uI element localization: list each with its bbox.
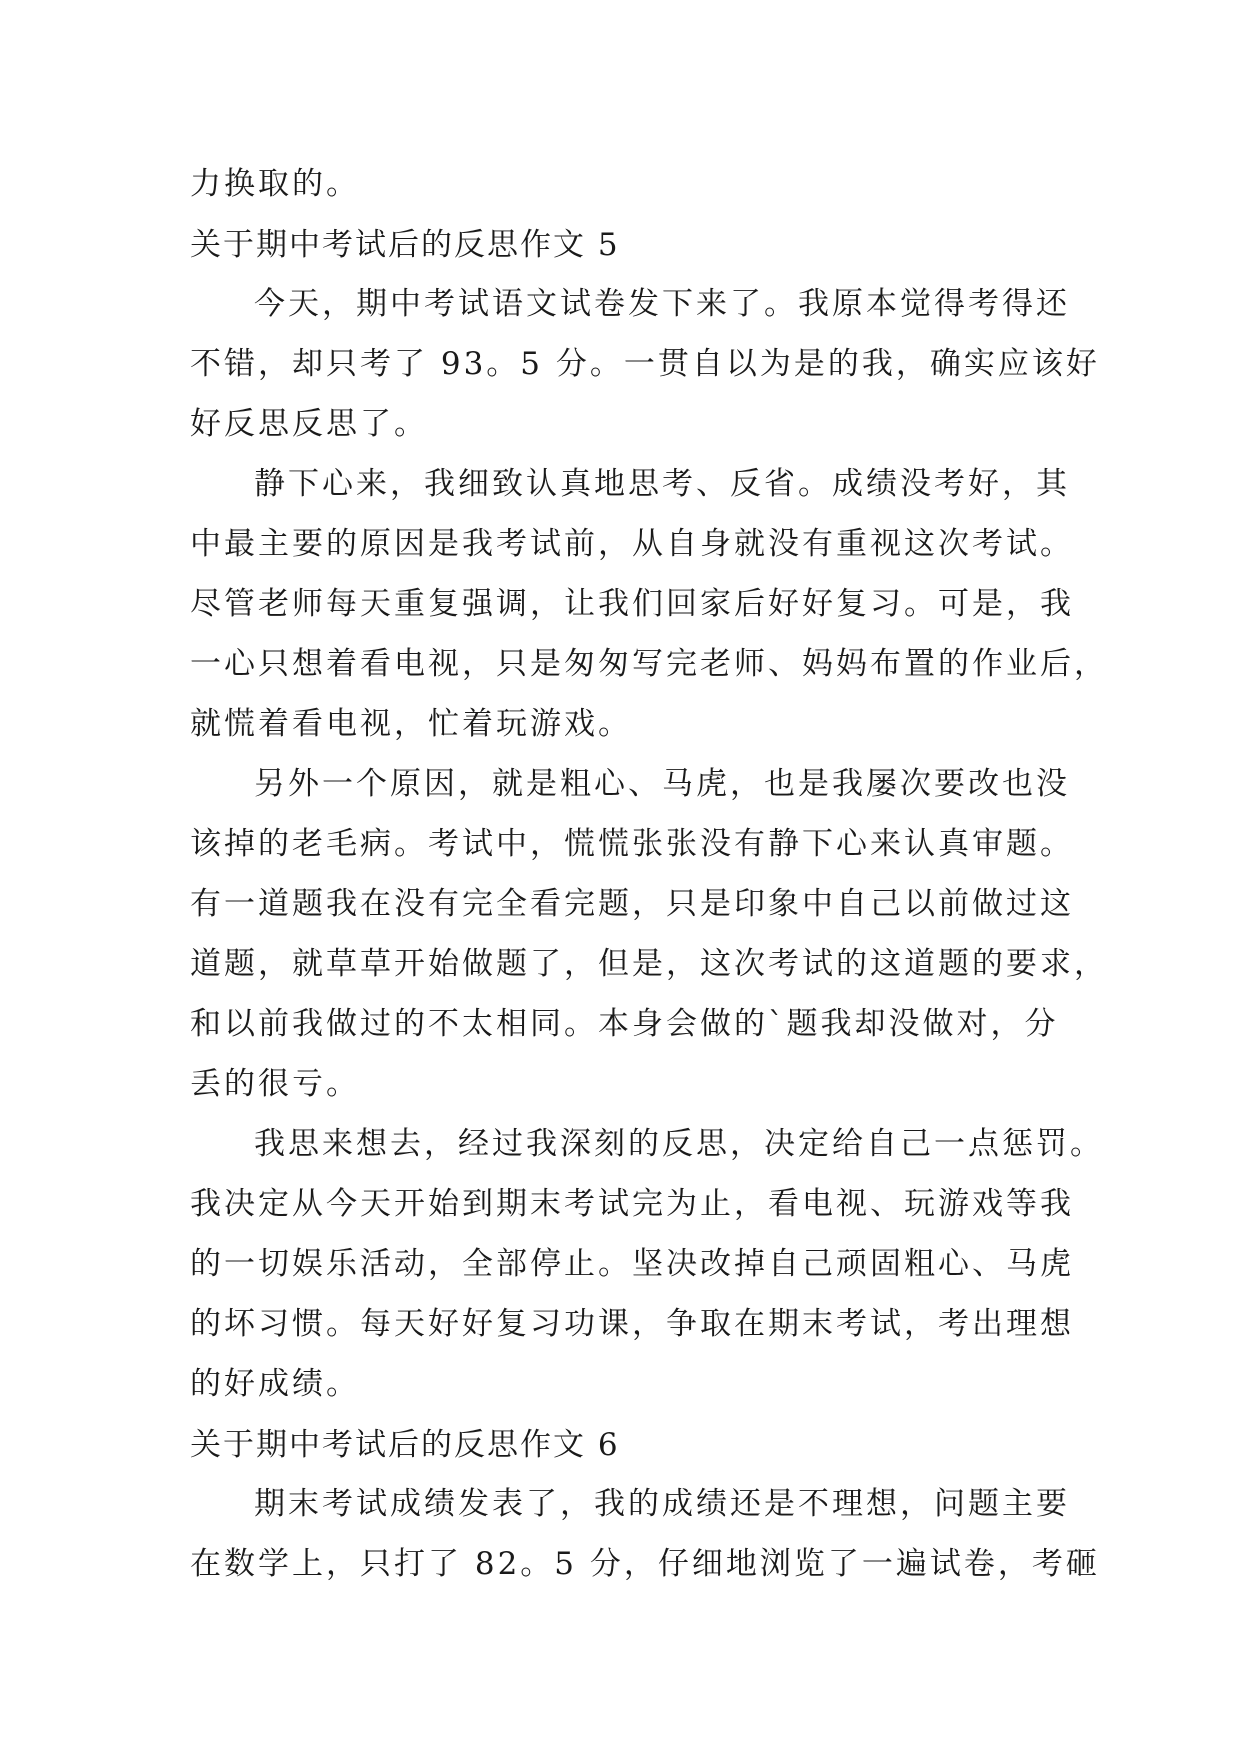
paragraph-line: 我决定从今天开始到期末考试完为止，看电视、玩游戏等我 [190, 1186, 1074, 1222]
paragraph-line: 在数学上，只打了 82。5 分，仔细地浏览了一遍试卷，考砸 [190, 1546, 1100, 1582]
paragraph-first-line: 另外一个原因，就是粗心、马虎，也是我屡次要改也没 [254, 766, 1070, 802]
paragraph-line: 尽管老师每天重复强调，让我们回家后好好复习。可是，我 [190, 586, 1074, 622]
paragraph-line: 的好成绩。 [190, 1366, 360, 1402]
paragraph-line: 力换取的。 [190, 166, 360, 202]
paragraph-line: 丢的很亏。 [190, 1066, 360, 1102]
section-heading: 关于期中考试后的反思作文 6 [190, 1427, 620, 1463]
section-heading: 关于期中考试后的反思作文 5 [190, 227, 620, 263]
paragraph-line: 一心只想着看电视，只是匆匆写完老师、妈妈布置的作业后， [190, 646, 1108, 682]
paragraph-line: 道题，就草草开始做题了，但是，这次考试的这道题的要求， [190, 946, 1108, 982]
paragraph-line: 和以前我做过的不太相同。本身会做的`题我却没做对，分 [190, 1006, 1059, 1042]
paragraph-first-line: 期末考试成绩发表了，我的成绩还是不理想，问题主要 [254, 1486, 1070, 1522]
paragraph-line: 的坏习惯。每天好好复习功课，争取在期末考试，考出理想 [190, 1306, 1074, 1342]
paragraph-first-line: 今天，期中考试语文试卷发下来了。我原本觉得考得还 [254, 286, 1070, 322]
paragraph-first-line: 我思来想去，经过我深刻的反思，决定给自己一点惩罚。 [254, 1126, 1104, 1162]
paragraph-line: 有一道题我在没有完全看完题，只是印象中自己以前做过这 [190, 886, 1074, 922]
paragraph-first-line: 静下心来，我细致认真地思考、反省。成绩没考好，其 [254, 466, 1070, 502]
paragraph-line: 该掉的老毛病。考试中，慌慌张张没有静下心来认真审题。 [190, 826, 1074, 862]
paragraph-line: 就慌着看电视，忙着玩游戏。 [190, 706, 632, 742]
paragraph-line: 好反思反思了。 [190, 406, 428, 442]
paragraph-line: 中最主要的原因是我考试前，从自身就没有重视这次考试。 [190, 526, 1074, 562]
paragraph-line: 的一切娱乐活动，全部停止。坚决改掉自己顽固粗心、马虎 [190, 1246, 1074, 1282]
paragraph-line: 不错，却只考了 93。5 分。一贯自以为是的我，确实应该好 [190, 346, 1100, 382]
